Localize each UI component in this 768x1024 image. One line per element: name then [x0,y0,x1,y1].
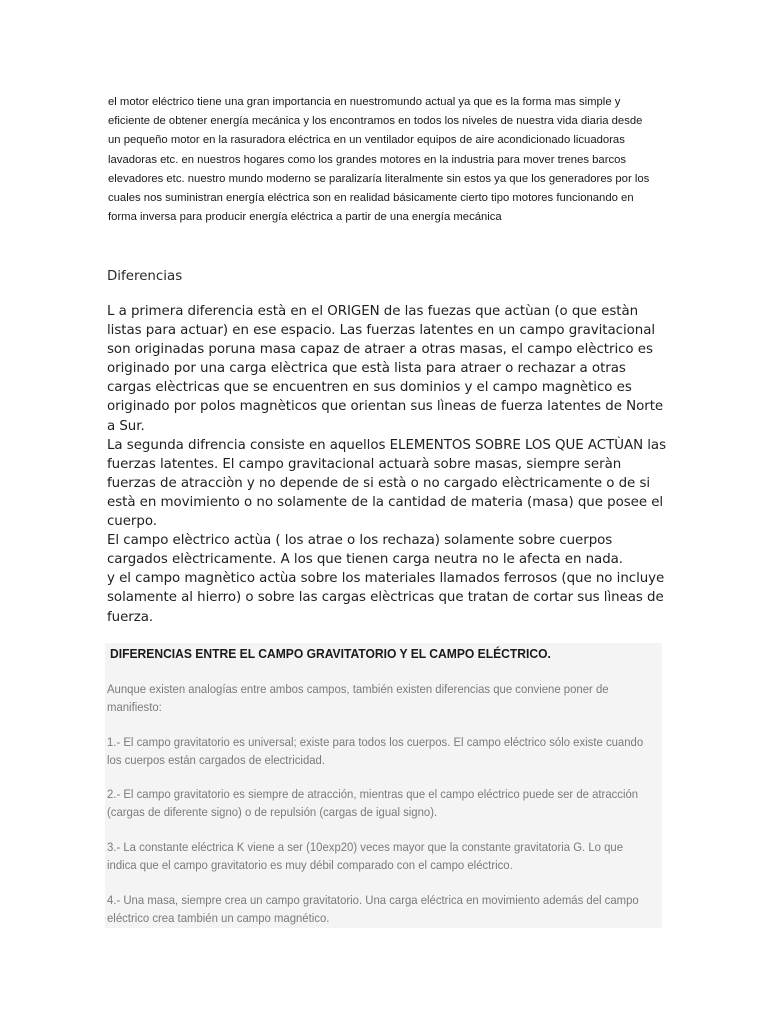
diferencias-paragraph-2: La segunda difrencia consiste en aquellos ELEMENTOS SOBRE LOS QUE ACTÙAN las fuerzas latentes. El campo gravitacional actuarà sobre masas, siempre seràn fuerzas de atracciòn y no depende de si està o no cargado elèctricamente o de si està en movimiento o no solamente de la cantidad de materia (masa) que posee el cuerpo. [107,437,666,530]
comparison-item-1: 1.- El campo gravitatorio es universal; existe para todos los cuerpos. El campo eléctrico sólo existe cuando los cuerpos están cargados de electricidad. [107,735,644,767]
comparison-box-title: DIFERENCIAS ENTRE EL CAMPO GRAVITATORIO Y EL CAMPO ELÉCTRICO. [110,646,551,661]
comparison-item-3: 3.- La constante eléctrica K viene a ser (10exp20) veces mayor que la constante gravitatoria G. Lo que indica que el campo gravitatorio es muy débil comparado con el campo eléctrico. [107,840,624,872]
comparison-intro: Aunque existen analogías entre ambos campos, también existen diferencias que conviene poner de manifiesto: [107,682,609,714]
diferencias-paragraph-4: y el campo magnètico actùa sobre los materiales llamados ferrosos (que no incluye solamente al hierro) o sobre las cargas elèctricas que tratan de cortar sus lìneas de fuerza. [107,571,665,625]
comparison-item-4: 4.- Una masa, siempre crea un campo gravitatorio. Una carga eléctrica en movimiento además del campo eléctrico crea también un campo magnético. [107,893,639,925]
diferencias-paragraph-1: L a primera diferencia està en el ORIGEN de las fuezas que actùan (o que estàn listas para actuar) en ese espacio. Las fuerzas latentes en un campo gravitacional son originadas poruna masa capaz de atraer a otras masas, el campo elèctrico es originado por una carga elèctrica que està lista para atraer o rechazar a otras cargas elèctricas que se encuentren en sus dominios y el campo magnètico es originado por polos magnèticos que orientan sus lìneas de fuerza latentes de Norte a Sur. [107,304,664,434]
comparison-item-2: 2.- El campo gravitatorio es siempre de atracción, mientras que el campo eléctrico puede ser de atracción (cargas de diferente signo) o de repulsión (cargas de igual signo). [107,787,639,819]
comparison-box [105,643,662,928]
intro-paragraph: el motor eléctrico tiene una gran importancia en nuestromundo actual ya que es la forma mas simple y eficiente de obtener energía mecánica y los encontramos en todos los niveles de nuestra vida diaria desde un pequeño motor en la rasuradora eléctrica en un ventilador equipos de aire acondicionado licuadoras lavadoras etc. en nuestros hogares como los grandes motores en la industria para mover trenes barcos elevadores etc. nuestro mundo moderno se paralizaría literalmente sin estos ya que los generadores por los cuales nos suministran energía eléctrica son en realidad básicamente cierto tipo motores funcionando en forma inversa para producir energía eléctrica a partir de una energía mecánica [108,96,650,224]
diferencias-body [107,302,667,627]
diferencias-heading: Diferencias [107,269,183,284]
diferencias-paragraph-3: El campo elèctrico actùa ( los atrae o los rechaza) solamente sobre cuerpos cargados elèctricamente. A los que tienen carga neutra no le afecta en nada. [107,533,624,568]
